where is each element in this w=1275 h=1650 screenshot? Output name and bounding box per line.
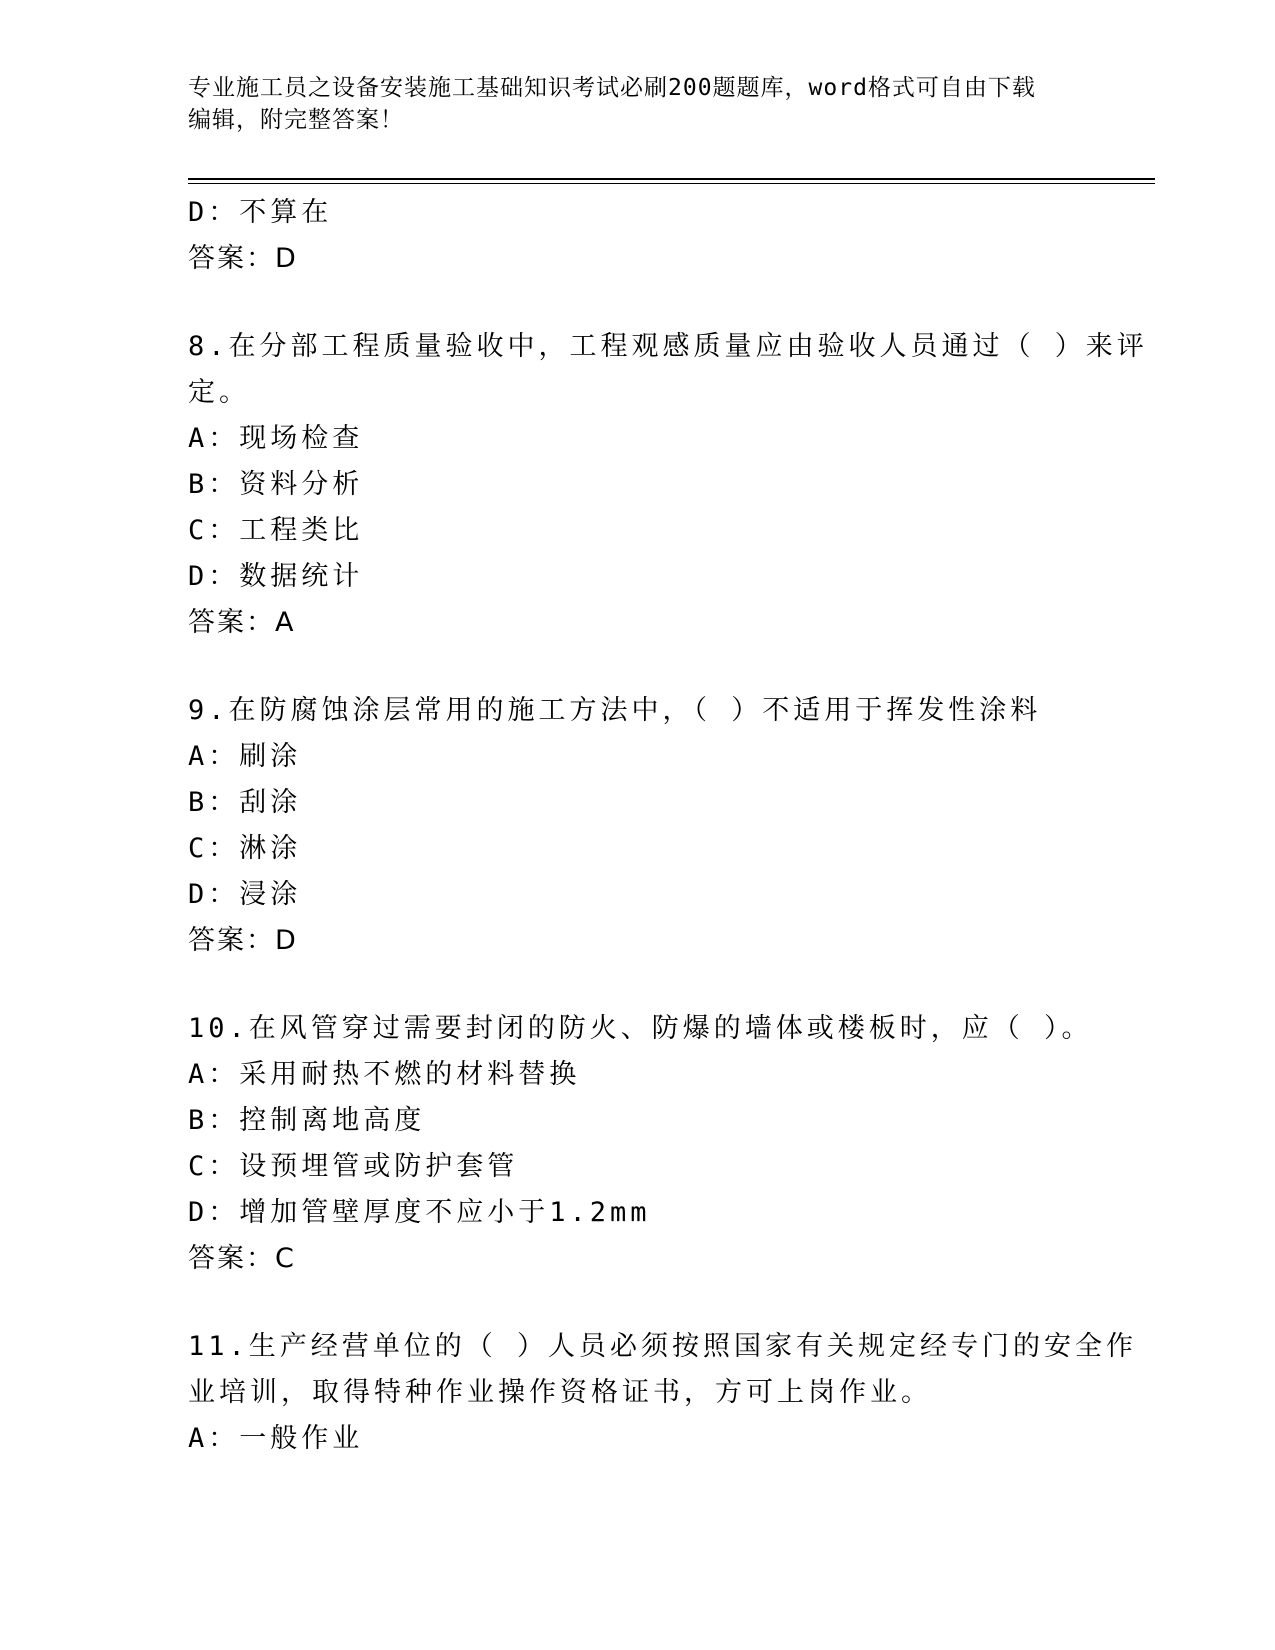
question-stem-continued: 业培训，取得特种作业操作资格证书，方可上岗作业。 — [188, 1377, 932, 1408]
question-11 — [188, 1324, 1138, 1462]
option-a: A：刷涂 — [188, 741, 302, 772]
spacer — [188, 646, 1088, 688]
option-d: D：增加管壁厚度不应小于1.2mm — [188, 1197, 651, 1228]
question-stem: 8.在分部工程质量验收中，工程观感质量应由验收人员通过（ ）来评 — [188, 331, 1148, 362]
header-line-1: 专业施工员之设备安装施工基础知识考试必刷200题题库，word格式可自由下载 — [188, 75, 1036, 101]
question-stem: 10.在风管穿过需要封闭的防火、防爆的墙体或楼板时，应（ ）。 — [188, 1013, 1093, 1044]
question-stem-continued: 定。 — [188, 377, 250, 408]
question-stem: 9.在防腐蚀涂层常用的施工方法中，（ ）不适用于挥发性涂料 — [188, 695, 1042, 726]
option-d: D：不算在 — [188, 197, 333, 228]
answer-line: 答案：A — [188, 607, 296, 638]
header-rule-thin — [188, 183, 1155, 184]
answer-line: 答案：D — [188, 243, 298, 274]
option-b: B：资料分析 — [188, 469, 364, 500]
option-c: C：淋涂 — [188, 833, 302, 864]
option-a: A：采用耐热不燃的材料替换 — [188, 1059, 581, 1090]
question-9 — [188, 688, 1088, 964]
question-10 — [188, 1006, 1093, 1282]
header-rule-thick — [188, 178, 1155, 180]
question-stem: 11.生产经营单位的（ ）人员必须按照国家有关规定经专门的安全作 — [188, 1331, 1138, 1362]
spacer — [188, 964, 1088, 1006]
document-header — [188, 72, 1088, 136]
option-d: D：数据统计 — [188, 561, 364, 592]
spacer — [188, 282, 1088, 324]
option-b: B：控制离地高度 — [188, 1105, 426, 1136]
question-8 — [188, 324, 1148, 646]
answer-line: 答案：C — [188, 1243, 296, 1274]
option-b: B：刮涂 — [188, 787, 302, 818]
option-a: A：一般作业 — [188, 1423, 364, 1454]
option-a: A：现场检查 — [188, 423, 364, 454]
header-line-2: 编辑，附完整答案！ — [188, 107, 404, 133]
question-list — [188, 190, 1148, 1462]
spacer — [188, 1282, 1088, 1324]
option-d: D：浸涂 — [188, 879, 302, 910]
option-c: C：工程类比 — [188, 515, 364, 546]
answer-line: 答案：D — [188, 925, 298, 956]
option-c: C：设预埋管或防护套管 — [188, 1151, 519, 1182]
